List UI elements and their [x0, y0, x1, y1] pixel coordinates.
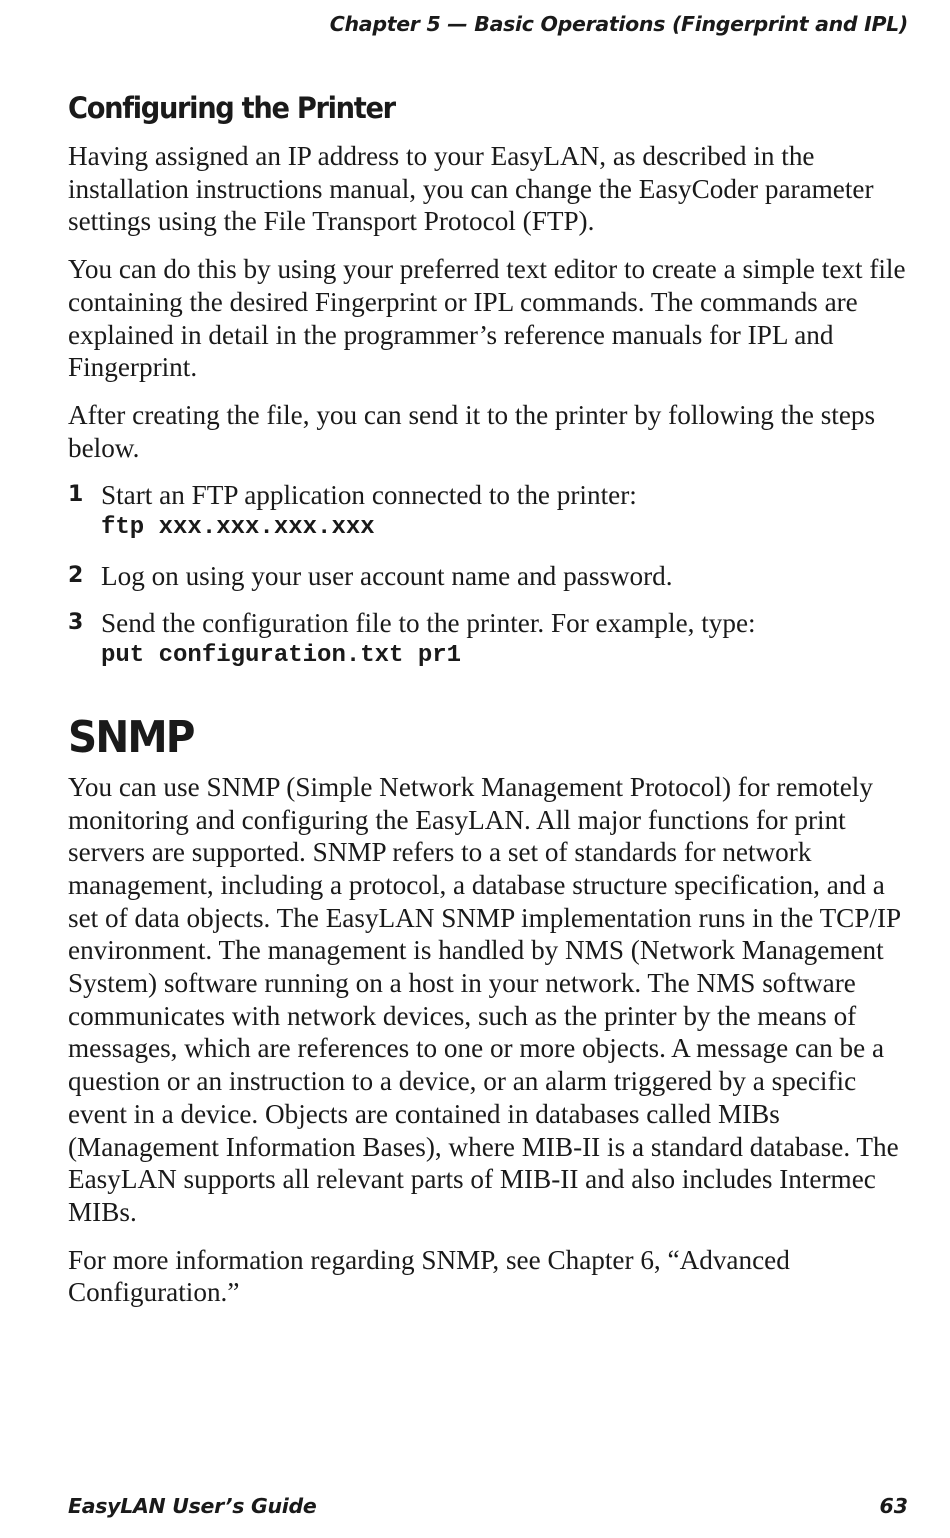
step-number: 2: [68, 562, 84, 588]
step-item: [68, 560, 918, 593]
paragraph: You can use SNMP (Simple Network Management Protocol) for remotely monitoring and configuring the EasyLAN. All major functions for print servers are supported. SNMP refers to a set of standards for network management, including a protocol, a database structure specification, and a set of data objects. The EasyLAN SNMP implementation runs in the TCP/IP environment. The management is handled by NMS (Network Management System) software running on a host in your network. The NMS software communicates with network devices, such as the printer by the means of messages, which are references to one or more objects. A message can be a question or an instruction to a device, or an alarm triggered by a specific event in a device. Objects are contained in databases called MIBs (Management Information Bases), where MIB-II is a standard database. The EasyLAN supports all relevant parts of MIB-II and also includes Intermec MIBs.: [68, 771, 901, 1227]
step-text: Start an FTP application connected to the printer:: [101, 480, 637, 511]
step-body: [101, 479, 637, 544]
paragraph: Having assigned an IP address to your EasyLAN, as described in the installation instructions manual, you can change the EasyCoder parameter settings using the File Transport Protocol (FTP).: [68, 141, 874, 237]
step-body: [101, 560, 673, 593]
configuring-printer-section: [68, 88, 918, 673]
step-text: Log on using your user account name and password.: [101, 560, 673, 591]
section-heading: Configuring the Printer: [68, 91, 395, 125]
paragraph: For more information regarding SNMP, see Chapter 6, “Advanced Configuration.”: [68, 1244, 790, 1308]
paragraph: After creating the file, you can send it to the printer by following the steps below.: [68, 399, 876, 463]
snmp-heading: SNMP: [68, 711, 194, 763]
step-item: [68, 607, 918, 672]
snmp-section: [68, 711, 918, 1309]
running-head: Chapter 5 — Basic Operations (Fingerprint and IPL): [329, 12, 908, 36]
step-item: [68, 479, 918, 544]
step-code: put configuration.txt pr1: [101, 642, 462, 670]
step-code: ftp xxx.xxx.xxx.xxx: [101, 514, 375, 542]
step-number: 1: [68, 482, 84, 508]
step-number: 3: [68, 610, 84, 636]
step-body: [101, 607, 756, 672]
footer-book-title: EasyLAN User’s Guide: [68, 1494, 317, 1518]
steps-list: [68, 479, 918, 673]
step-text: Send the configuration file to the printer. For example, type:: [101, 608, 756, 639]
page-content: [68, 88, 918, 1324]
paragraph: You can do this by using your preferred text editor to create a simple text file containing the desired Fingerprint or IPL commands. The commands are explained in detail in the programmer’s reference manuals for IPL and Fingerprint.: [68, 254, 906, 383]
page-number: 63: [879, 1494, 908, 1518]
